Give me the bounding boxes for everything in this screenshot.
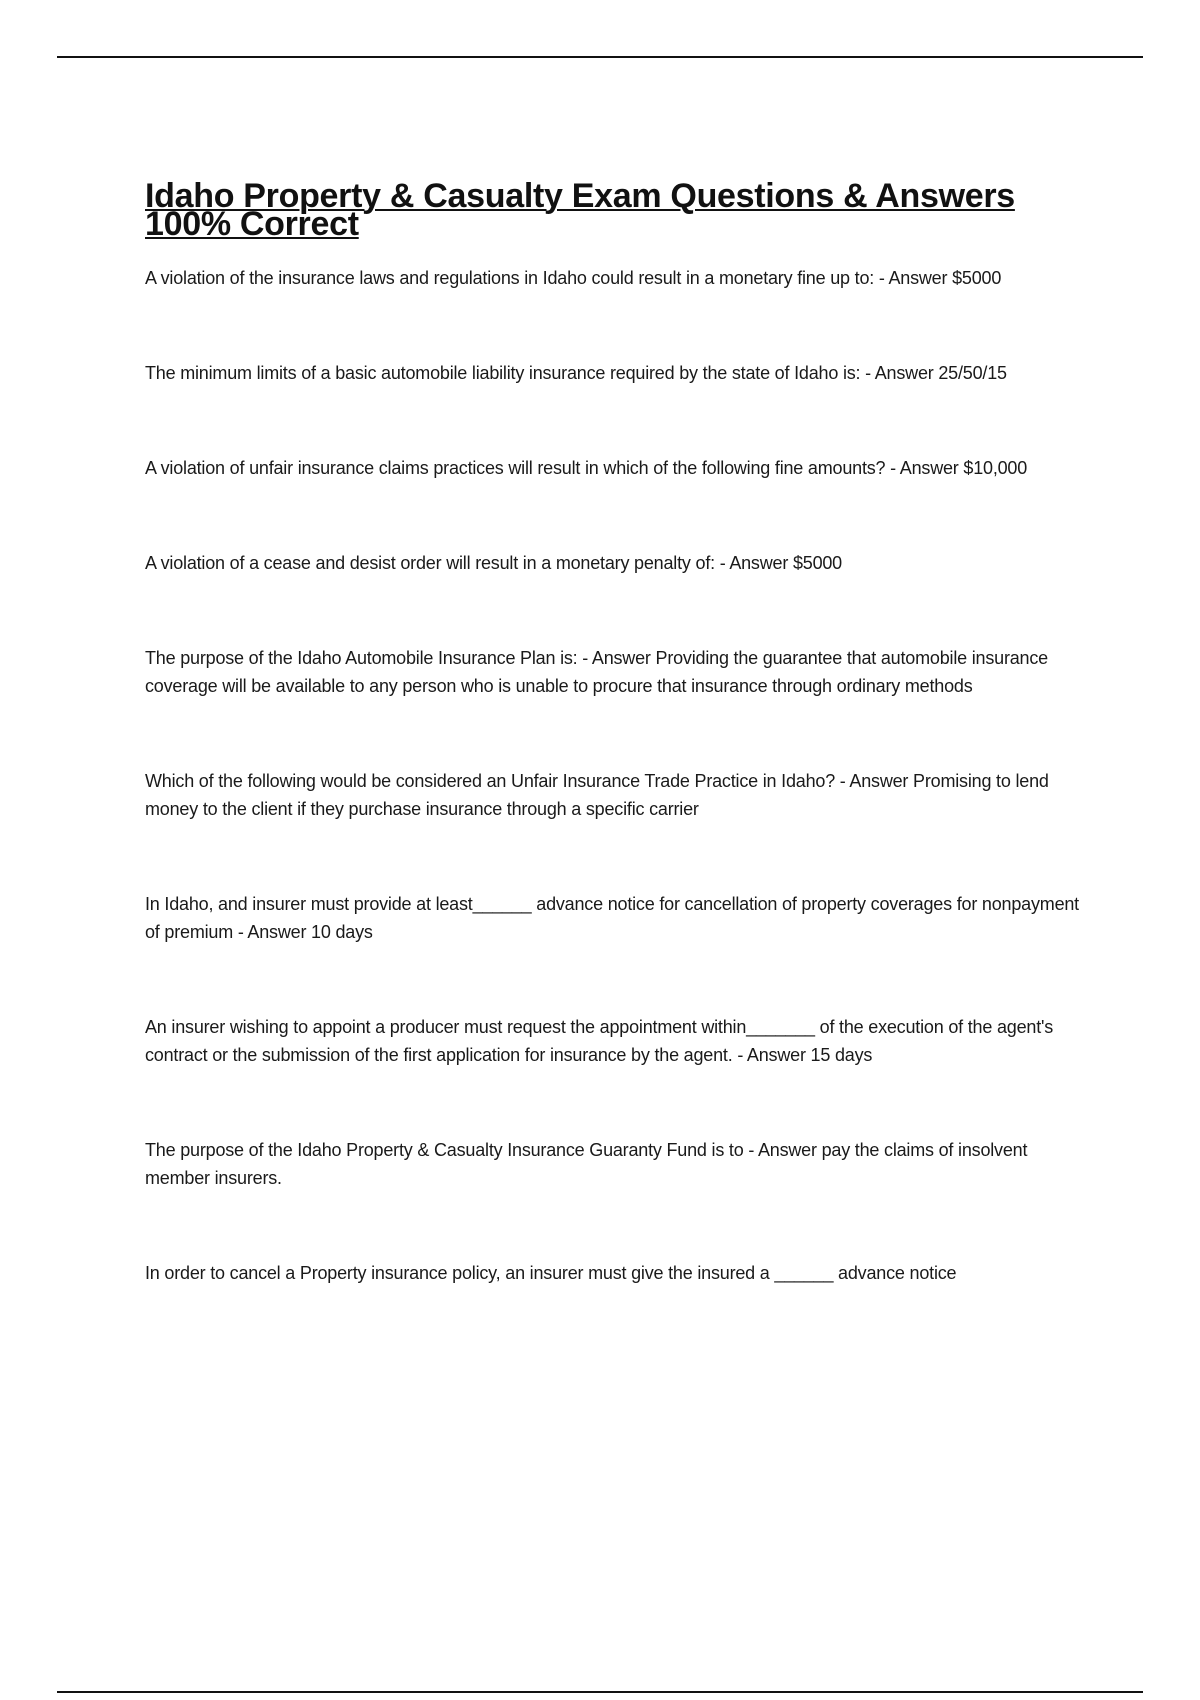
qa-item-9: The purpose of the Idaho Property & Casualty Insurance Guaranty Fund is to - Answer pay the claims of insolvent member insurers. bbox=[145, 1140, 1028, 1188]
footer-rule bbox=[57, 1691, 1143, 1693]
document-title bbox=[145, 177, 1090, 243]
qa-item-5: The purpose of the Idaho Automobile Insurance Plan is: - Answer Providing the guarantee that automobile insurance coverage will be available to any person who is unable to procure that insurance through ordinary methods bbox=[145, 648, 1048, 696]
qa-item-1: A violation of the insurance laws and regulations in Idaho could result in a monetary fine up to: - Answer $5000 bbox=[145, 268, 1002, 288]
qa-item-4: A violation of a cease and desist order will result in a monetary penalty of: - Answer $5000 bbox=[145, 553, 842, 573]
qa-item-3: A violation of unfair insurance claims practices will result in which of the following fine amounts? - Answer $10,000 bbox=[145, 458, 1028, 478]
qa-item-6: Which of the following would be considered an Unfair Insurance Trade Practice in Idaho? - Answer Promising to lend money to the client if they purchase insurance through a specific carrier bbox=[145, 771, 1049, 819]
header-rule bbox=[57, 56, 1143, 58]
document-body bbox=[145, 177, 1090, 1287]
qa-item-7: In Idaho, and insurer must provide at least______ advance notice for cancellation of property coverages for nonpayment of premium - Answer 10 days bbox=[145, 894, 1079, 942]
qa-item-8: An insurer wishing to appoint a producer must request the appointment within_______ of the execution of the agent's contract or the submission of the first application for insurance by the agent. - Answer 15 days bbox=[145, 1017, 1054, 1065]
qa-item-2: The minimum limits of a basic automobile liability insurance required by the state of Idaho is: - Answer 25/50/15 bbox=[145, 363, 1007, 383]
qa-item-10: In order to cancel a Property insurance policy, an insurer must give the insured a ______ advance notice bbox=[145, 1263, 957, 1283]
document-title-text: Idaho Property & Casualty Exam Questions & Answers 100% Correct bbox=[145, 177, 1015, 243]
